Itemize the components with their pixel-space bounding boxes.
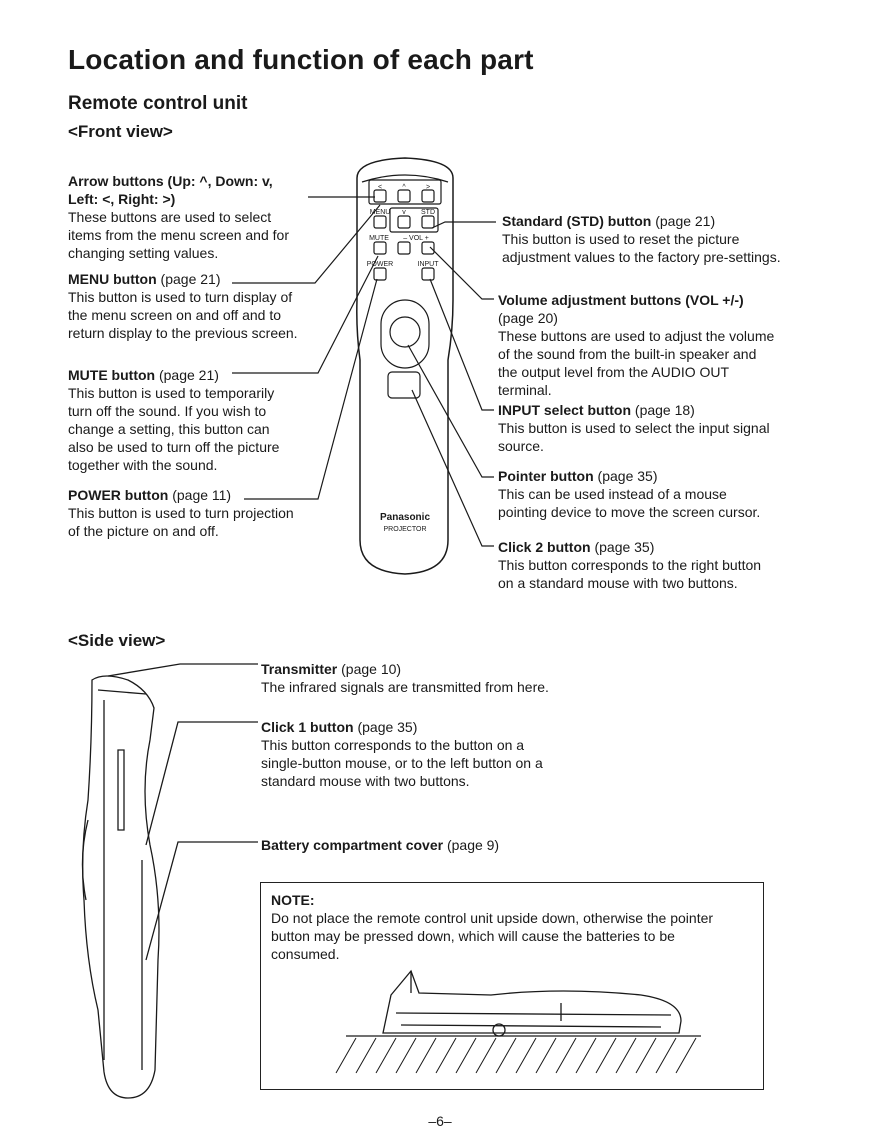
page-ref: (page 18) [634,402,695,418]
side-view-label: <Side view> [68,631,166,650]
desc-line: adjustment values to the factory pre-settings. [502,249,781,265]
desc-line: This button corresponds to the button on a [261,737,525,753]
input-button-name: INPUT select button [498,402,632,418]
remote-vol-label: – VOL + [403,235,429,242]
page-ref: (page 21) [160,271,221,287]
desc-line: This can be used instead of a mouse [498,486,727,502]
desc-line: changing setting values. [68,245,219,261]
transmitter-name: Transmitter [261,661,338,677]
page-ref: (page 21) [655,213,716,229]
vol-buttons-name: Volume adjustment buttons (VOL +/-) [498,292,744,308]
brand-logo: Panasonic [379,512,431,523]
page-ref: (page 21) [158,367,219,383]
page-number: –6– [428,1113,452,1129]
desc-line: This button corresponds to the right button [498,557,762,573]
section-title: Remote control unit [68,93,248,114]
remote-input-label: INPUT [417,261,439,268]
desc-line: These buttons are used to select [68,209,272,225]
remote-left-label: < [377,184,383,191]
desc-line: of the sound from the built-in speaker and [498,346,757,362]
page-ref: (page 35) [357,719,418,735]
desc-line: source. [498,438,544,454]
note-box [260,882,764,1090]
page-ref: (page 10) [341,661,402,677]
page-ref: (page 35) [594,539,655,555]
battery-cover-name: Battery compartment cover [261,837,444,853]
desc-line: This button is used to temporarily [68,385,275,401]
desc-line: terminal. [498,382,552,398]
front-view-label: <Front view> [68,122,173,141]
desc-line: of the picture on and off. [68,523,219,539]
desc-line: This button is used to reset the picture [502,231,740,247]
desc-line: turn off the sound. If you wish to [68,403,267,419]
page-ref: (page 9) [446,837,500,853]
remote-up-label: ^ [402,184,406,191]
desc-line: items from the menu screen and for [68,227,289,243]
remote-mute-label: MUTE [369,235,389,242]
desc-line: together with the sound. [68,457,218,473]
page-ref: (page 35) [597,468,658,484]
model-label: PROJECTOR [383,526,427,533]
desc-line: These buttons are used to adjust the volume [498,328,775,344]
mute-button-name: MUTE button [68,367,156,383]
desc-line: pointing device to move the screen cursor. [498,504,761,520]
desc-line: the menu screen on and off and to [68,307,282,323]
power-button-name: POWER button [68,487,169,503]
note-line: Do not place the remote control unit upside down, otherwise the pointer [271,910,714,926]
remote-power-label: POWER [366,261,394,268]
arrow-buttons-name: Arrow buttons (Up: ^, Down: v, [68,173,273,189]
click2-button-name: Click 2 button [498,539,591,555]
click1-button-name: Click 1 button [261,719,354,735]
remote-right-label: > [425,184,431,191]
desc-line: single-button mouse, or to the left button on a [261,755,543,771]
arrow-buttons-name-2: Left: <, Right: >) [68,191,176,207]
menu-button-name: MENU button [68,271,157,287]
desc-line: return display to the previous screen. [68,325,298,341]
remote-menu-label: MENU [369,209,391,216]
std-button-name: Standard (STD) button [502,213,652,229]
desc-line: This button is used to select the input signal [498,420,770,436]
page-ref: (page 11) [172,487,232,503]
desc-line: also be used to turn off the picture [68,439,280,455]
desc-line: This button is used to turn projection [68,505,294,521]
remote-down-label: v [402,209,406,216]
pointer-button-name: Pointer button [498,468,594,484]
note-line: consumed. [271,946,340,962]
note-title: NOTE: [271,892,315,908]
desc-line: change a setting, this button can [68,421,270,437]
desc-line: This button is used to turn display of [68,289,293,305]
upside-down-remote-illustration [261,883,763,1089]
note-line: button may be pressed down, which will cause the batteries to be [271,928,675,944]
remote-std-label: STD [421,209,435,216]
desc-line: on a standard mouse with two buttons. [498,575,738,591]
page-title: Location and function of each part [68,44,534,75]
desc-line: the output level from the AUDIO OUT [498,364,730,380]
desc-line: standard mouse with two buttons. [261,773,470,789]
desc-line: The infrared signals are transmitted from here. [261,679,549,695]
page-ref: (page 20) [498,310,558,326]
